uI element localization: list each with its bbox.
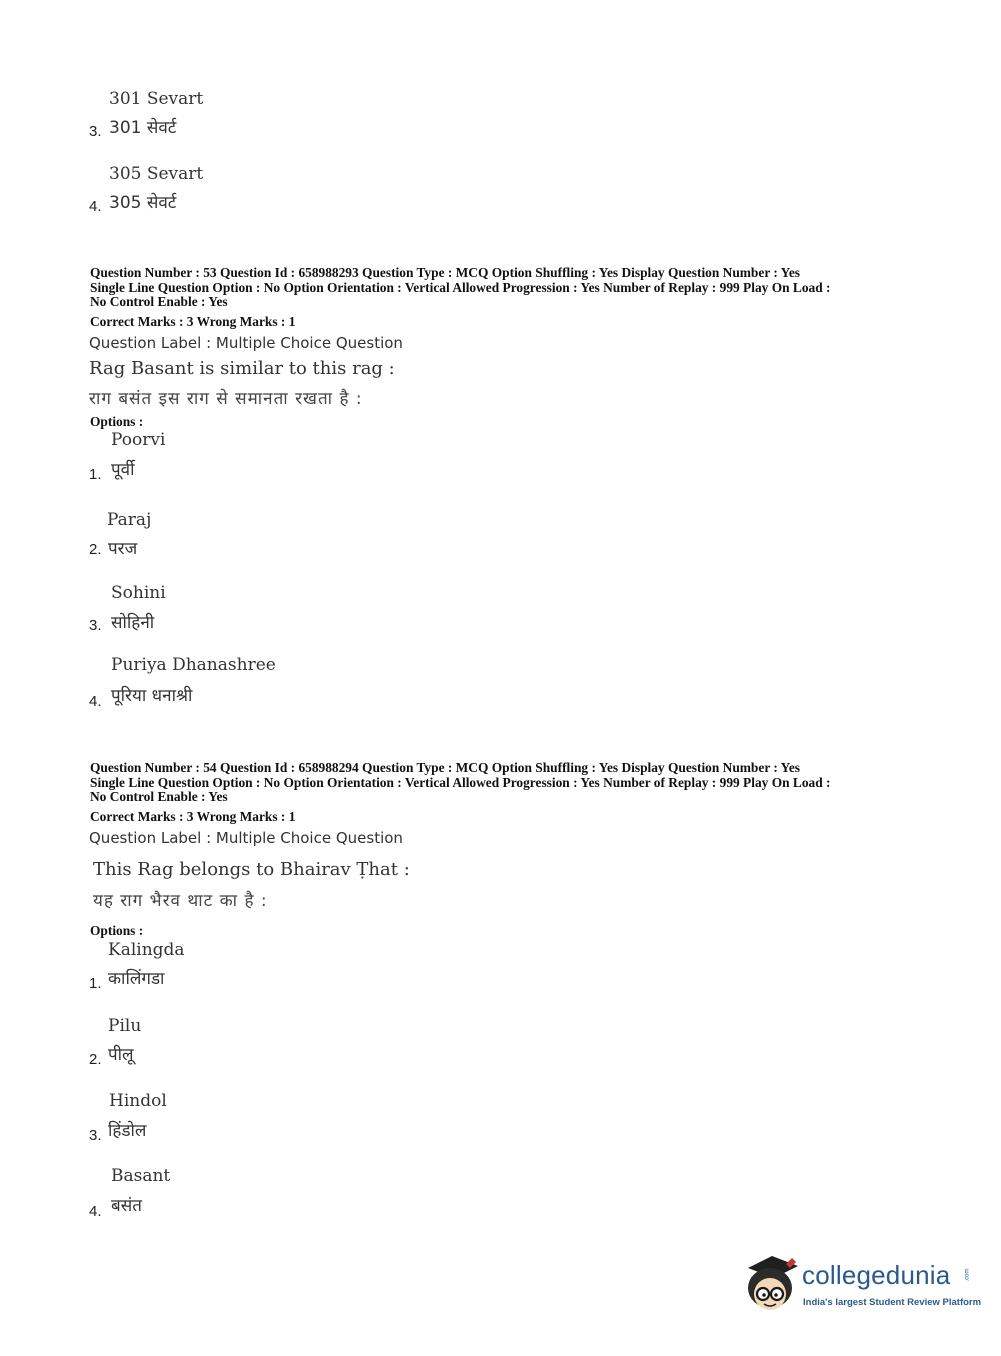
q53-option-1-hindi: पूर्वी — [111, 460, 135, 480]
meta-line: No Control Enable : Yes — [90, 294, 228, 309]
q53-option-2-number: 2. — [89, 541, 102, 558]
q54-option-3-hindi: हिंडोल — [108, 1121, 147, 1141]
question-53-meta — [90, 266, 920, 310]
meta-line: Question Number : 54 Question Id : 658988294 Question Type : MCQ Option Shuffling : Yes Display Question Number : Yes — [90, 760, 801, 775]
logo-tagline: India's largest Student Review Platform — [803, 1297, 982, 1308]
meta-line: Single Line Question Option : No Option Orientation : Vertical Allowed Progression : Yes Number of Replay : 999 Play On Load : — [90, 774, 831, 790]
q54-option-2-number: 2. — [89, 1051, 102, 1068]
q54-option-2-hindi: पीलू — [108, 1045, 134, 1065]
question-54-text-english: This Rag belongs to Bhairav Ṭhat : — [93, 859, 410, 880]
question-54-meta — [90, 761, 920, 805]
q54-option-2-english: Pilu — [108, 1016, 142, 1036]
prev-option-4-english: 305 Sevart — [109, 164, 204, 184]
question-53-marks: Correct Marks : 3 Wrong Marks : 1 — [90, 314, 296, 329]
question-54-marks: Correct Marks : 3 Wrong Marks : 1 — [90, 809, 296, 824]
q53-option-4-hindi: पूरिया धनाश्री — [111, 686, 193, 706]
meta-line: No Control Enable : Yes — [90, 789, 228, 804]
q54-option-1-english: Kalingda — [108, 940, 185, 960]
prev-option-3-english: 301 Sevart — [109, 89, 204, 109]
q53-option-1-english: Poorvi — [111, 430, 166, 450]
q54-option-4-number: 4. — [89, 1203, 102, 1220]
collegedunia-logo — [742, 1250, 982, 1320]
meta-line: Single Line Question Option : No Option Orientation : Vertical Allowed Progression : Yes Number of Replay : 999 Play On Load : — [90, 279, 831, 295]
q54-option-4-english: Basant — [111, 1166, 171, 1186]
q54-option-4-hindi: बसंत — [111, 1196, 142, 1216]
graduate-mascot-icon — [742, 1250, 802, 1320]
q53-option-4-english: Puriya Dhanashree — [111, 655, 276, 675]
prev-option-4-hindi: 305 सेवर्ट — [109, 193, 177, 213]
question-53-text-hindi: राग बसंत इस राग से समानता रखता है : — [89, 389, 363, 409]
q53-option-3-number: 3. — [89, 617, 102, 634]
q54-option-1-number: 1. — [89, 975, 102, 992]
q54-option-3-english: Hindol — [109, 1091, 167, 1111]
q53-option-3-hindi: सोहिनी — [111, 613, 155, 633]
q53-option-4-number: 4. — [89, 693, 102, 710]
question-53-options-label: Options : — [90, 414, 144, 429]
question-53-text-english: Rag Basant is similar to this rag : — [89, 358, 395, 379]
question-53-label: Question Label : Multiple Choice Question — [89, 334, 403, 352]
prev-option-3-number: 3. — [89, 123, 102, 140]
q53-option-2-hindi: परज — [108, 539, 138, 559]
logo-brand-text: collegedunia — [802, 1260, 951, 1290]
q54-option-3-number: 3. — [89, 1127, 102, 1144]
logo-domain-suffix: .com — [964, 1268, 971, 1282]
prev-option-3-hindi: 301 सेवर्ट — [109, 118, 177, 138]
prev-option-4-number: 4. — [89, 198, 102, 215]
q53-option-3-english: Sohini — [111, 583, 166, 603]
q54-option-1-hindi: कालिंगडा — [108, 969, 165, 989]
meta-line: Question Number : 53 Question Id : 658988293 Question Type : MCQ Option Shuffling : Yes Display Question Number : Yes — [90, 265, 801, 280]
question-54-options-label: Options : — [90, 923, 144, 938]
question-54-label: Question Label : Multiple Choice Question — [89, 829, 403, 847]
q53-option-1-number: 1. — [89, 466, 102, 483]
question-54-text-hindi: यह राग भैरव थाट का है : — [93, 891, 268, 911]
q53-option-2-english: Paraj — [107, 510, 152, 530]
